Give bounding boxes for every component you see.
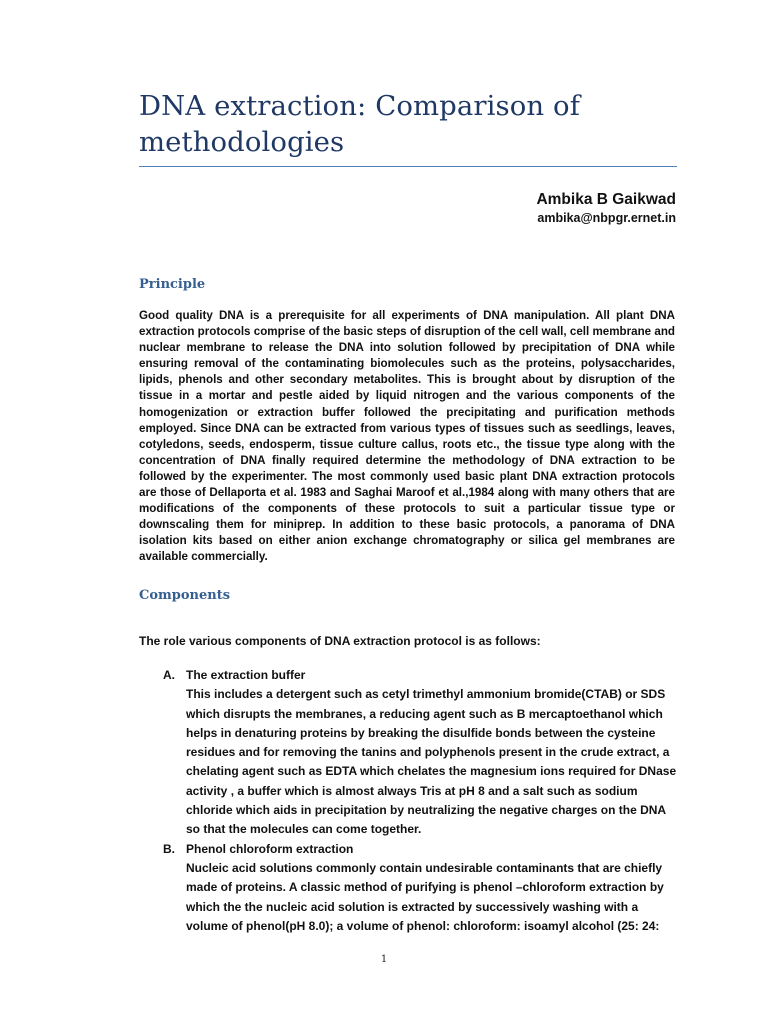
page-title: DNA extraction: Comparison of methodologies [139, 90, 580, 158]
title-divider [139, 166, 677, 167]
list-item [139, 666, 679, 840]
list-item-body: This includes a detergent such as cetyl trimethyl ammonium bromide(CTAB) or SDS which disrupts the membranes, a reducing agent such as B mercaptoethanol which helps in denaturing proteins by breaking the disulfide bonds between the cysteine residues and for removing the tanins and polyphenols present in the crude extract, a chelating agent such as EDTA which chelates the magnesium ions required for DNase activity , a buffer which is almost always Tris at pH 8 and a salt such as sodium chloride which aids in precipitation by neutralizing the negative charges on the DNA so that the molecules can come together. [186, 687, 677, 837]
list-marker: A. [163, 668, 175, 682]
author-name: Ambika B Gaikwad [536, 191, 676, 208]
page-number: 1 [380, 954, 388, 965]
list-item-title: The extraction buffer [186, 668, 306, 682]
list-marker: B. [163, 841, 175, 856]
section-heading-components: Components [139, 588, 231, 603]
author-email: ambika@nbpgr.ernet.in [537, 211, 676, 225]
components-list [139, 666, 679, 936]
list-item-body: Nucleic acid solutions commonly contain undesirable contaminants that are chiefly made of proteins. A classic method of purifying is phenol –chloroform extraction by which the the nucleic acid solution is extracted by successively washing with a volume of phenol(pH 8.0); a volume of phenol: chloroform: isoamyl alcohol (25: 24: [186, 860, 664, 933]
list-item [139, 840, 679, 936]
components-intro: The role various components of DNA extraction protocol is as follows: [139, 634, 541, 648]
section-heading-principle: Principle [139, 277, 206, 292]
list-item-title: Phenol chloroform extraction [186, 841, 354, 856]
principle-paragraph: Good quality DNA is a prerequisite for all experiments of DNA manipulation. All plant DNA extraction protocols comprise of the basic steps of disruption of the cell wall, cell membrane and nuclear membrane to release the DNA into solution followed by precipitation of DNA while ensuring removal of the contaminating biomolecules such as the proteins, polysaccharides, lipids, phenols and other secondary metabolites. This is brought about by disruption of the tissue in a mortar and pestle aided by liquid nitrogen and the various components of the homogenization or extraction buffer followed the precipitating and purification methods employed. Since DNA can be extracted from various types of tissues such as seedlings, leaves, cotyledons, seeds, endosperm, tissue culture callus, roots etc., the tissue type along with the concentration of DNA finally required determine the methodology of DNA extraction to be followed by the experimenter. The most commonly used basic plant DNA extraction protocols are those of Dellaporta et al. 1983 and Saghai Maroof et al.,1984 along with many others that are modifications of the components of these protocols to suit a particular tissue type or downscaling them for miniprep. In addition to these basic protocols, a panorama of DNA isolation kits based on either anion exchange chromatography or silica gel membranes are available commercially. [139, 309, 675, 564]
